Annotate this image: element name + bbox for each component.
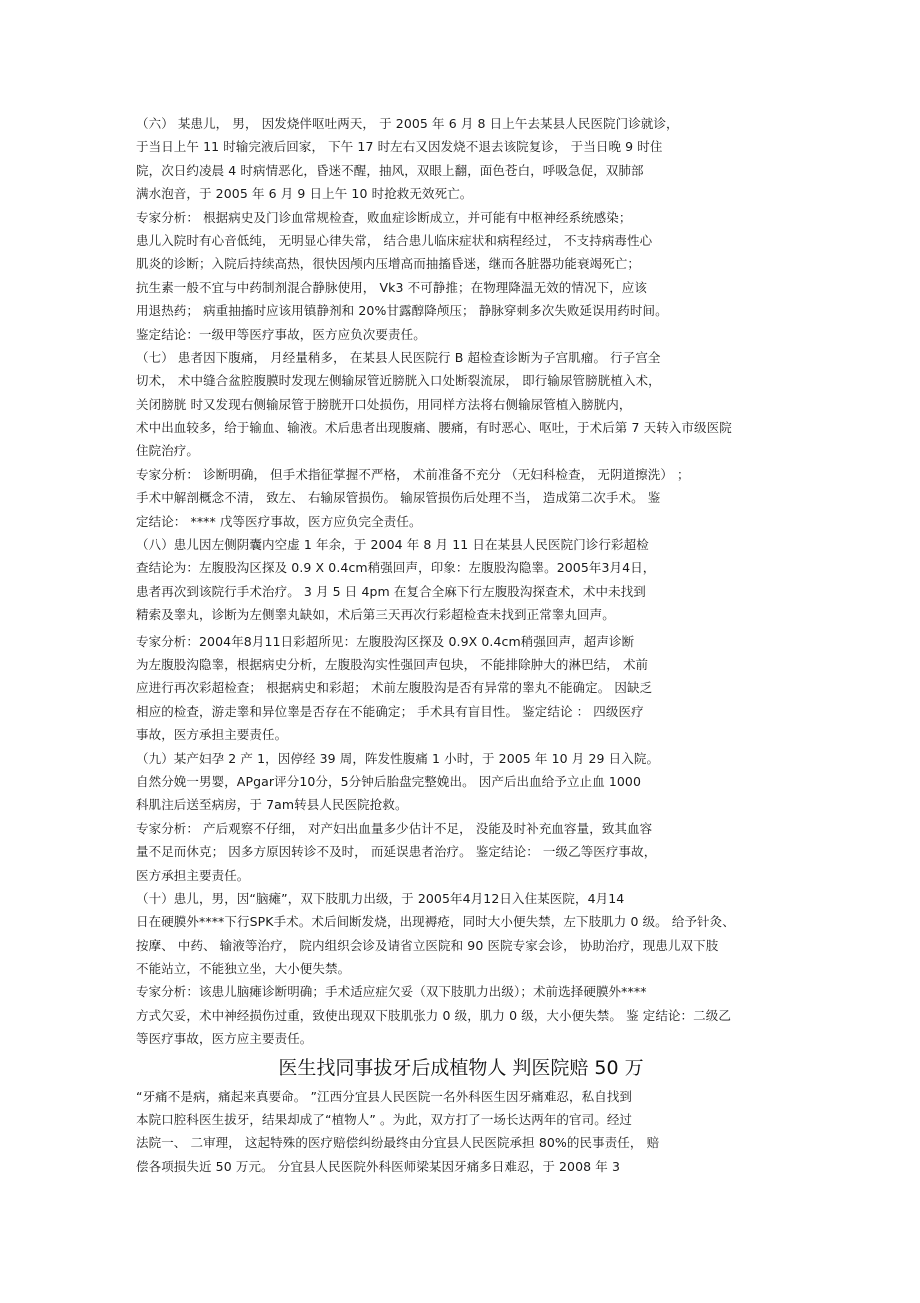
text-line: 术中出血较多，给于输血、输液。术后患者出现腹痛、腰痛，有时恶心、呕吐，于术后第 7 天转入市级医院 <box>136 420 732 436</box>
text-line: 专家分析： 产后观察不仔细， 对产妇出血量多少估计不足， 没能及时补充血容量，致其血容 <box>136 820 653 836</box>
text-line: 应进行再次彩超检查； 根据病史和彩超； 术前左腹股沟是否有异常的睾丸不能确定。 因缺乏 <box>136 680 653 696</box>
text-line: 于当日上午 11 时输完液后回家， 下午 17 时左右又因发烧不退去该院复诊， 于当日晚 9 时住 <box>136 139 663 155</box>
text-line: （六） 某患儿， 男， 因发烧伴呕吐两天， 于 2005 年 6 月 8 日上午去某县人民医院门诊就诊， <box>136 116 679 131</box>
text-line: 满水泡音，于 2005 年 6 月 9 日上午 10 时抢救无效死亡。 <box>136 186 473 202</box>
text-line: 查结论为：左腹股沟区探及 0.9 X 0.4cm稍强回声，印象：左腹股沟隐睾。2005年3月4日， <box>136 560 656 576</box>
text-line: 专家分析：2004年8月11日彩超所见：左腹股沟区探及 0.9X 0.4cm稍强回声，超声诊断 <box>136 633 635 649</box>
text-line: 专家分析： 根据病史及门诊血常规检查，败血症诊断成立，并可能有中枢神经系统感染； <box>136 209 632 225</box>
text-line: 患儿入院时有心音低纯， 无明显心律失常， 结合患儿临床症状和病程经过， 不支持病毒性心 <box>136 232 653 248</box>
article-line: 本院口腔科医生拔牙，结果却成了“植物人” 。为此，双方打了一场长达两年的官司。经过 <box>136 1112 633 1128</box>
document-page <box>136 112 786 1178</box>
text-line: 日在硬膜外****下行SPK手术。术后间断发烧，出现褥疮，同时大小便失禁，左下肢肌力 0 级。 给予针灸、 <box>136 914 735 930</box>
text-line: 为左腹股沟隐睾，根据病史分析，左腹股沟实性强回声包块， 不能排除肿大的淋巴结， 术前 <box>136 656 649 672</box>
text-line: 等医疗事故，医方应主要责任。 <box>136 1031 313 1047</box>
text-line: 专家分析： 诊断明确， 但手术指征掌握不严格， 术前准备不充分 （无妇科检查， 无阴道擦洗） ； <box>136 466 690 482</box>
article-line: 法院一、 二审理， 这起特殊的医疗赔偿纠纷最终由分宜县人民医院承担 80%的民事责任， 赔 <box>136 1135 660 1151</box>
text-line: 抗生素一般不宜与中药制剂混合静脉使用， Vk3 不可静推；在物理降温无效的情况下，应该 <box>136 279 647 295</box>
text-line: （七） 患者因下腹痛， 月经量稍多， 在某县人民医院行 B 超检查诊断为子宫肌瘤。 行子宫全 <box>136 349 661 365</box>
text-line: 手术中解剖概念不清， 致左、 右输尿管损伤。 输尿管损伤后处理不当， 造成第二次手术。 鉴 <box>136 490 661 506</box>
text-line: 住院治疗。 <box>136 443 200 459</box>
text-line: 患者再次到该院行手术治疗。 3 月 5 日 4pm 在复合全麻下行左腹股沟探查术，术中未找到 <box>136 583 646 599</box>
text-line: 精索及睾丸，诊断为左侧睾丸缺如，术后第三天再次行彩超检查未找到正常睾丸回声。 <box>136 607 615 623</box>
text-line: 专家分析：该患儿脑瘫诊断明确；手术适应症欠妥（双下肢肌力出级）；术前选择硬膜外**** <box>136 984 647 1000</box>
text-line: 医方承担主要责任。 <box>136 867 250 883</box>
text-line: （十）患儿，男，因“脑瘫”，双下肢肌力出级，于 2005年4月12日入住某医院，4月14 <box>136 890 625 906</box>
article-line: 偿各项损失近 50 万元。 分宜县人民医院外科医师梁某因牙痛多日难忍，于 2008 年 3 <box>136 1158 621 1174</box>
text-line: 方式欠妥，术中神经损伤过重，致使出现双下肢肌张力 0 级，肌力 0 级，大小便失禁。 鉴 定结论：二级乙 <box>136 1007 731 1023</box>
text-line: 鉴定结论：一级甲等医疗事故，医方应负次要责任。 <box>136 326 426 342</box>
text-line: 切术， 术中缝合盆腔腹膜时发现左侧输尿管近膀胱入口处断裂流尿， 即行输尿管膀胱植入术， <box>136 373 661 389</box>
text-line: 用退热药； 病重抽搐时应该用镇静剂和 20%甘露醇降颅压； 静脉穿刺多次失败延误用药时间。 <box>136 303 668 319</box>
text-line: 自然分娩一男婴，APgar评分10分，5分钟后胎盘完整娩出。 因产后出血给予立止血 1000 <box>136 773 642 789</box>
text-line: 相应的检查，游走睾和异位睾是否存在不能确定； 手术具有盲目性。 鉴定结论 ： 四级医疗 <box>136 703 644 719</box>
text-line: 科肌注后送至病房，于 7am转县人民医院抢救。 <box>136 797 408 813</box>
text-line: （九）某产妇孕 2 产 1，因停经 39 周，阵发性腹痛 1 小时，于 2005 年 10 月 29 日入院。 <box>136 750 660 766</box>
article-title: 医生找同事拔牙后成植物人 判医院赔 50 万 <box>278 1056 644 1079</box>
text-line: 关闭膀胱 时又发现右侧输尿管于膀胱开口处损伤，用同样方法将右侧输尿管植入膀胱内， <box>136 396 632 412</box>
text-line: 不能站立，不能独立坐，大小便失禁。 <box>136 961 351 977</box>
text-line: （八）患儿因左侧阴囊内空虚 1 年余，于 2004 年 8 月 11 日在某县人民医院门诊行彩超检 <box>136 537 649 553</box>
text-line: 院，次日约凌晨 4 时病情恶化，昏迷不醒，抽风，双眼上翻，面色苍白，呼吸急促，双肺部 <box>136 162 644 178</box>
text-line: 量不足而休克； 因多方原因转诊不及时， 而延误患者治疗。 鉴定结论： 一级乙等医疗事故， <box>136 844 657 860</box>
text-line: 肌炎的诊断；入院后持续高热，很快因颅内压增高而抽搐昏迷，继而各脏器功能衰竭死亡； <box>136 256 641 272</box>
article-line: “牙痛不是病，痛起来真要命。 ”江西分宜县人民医院一名外科医生因牙痛难忍，私自找到 <box>136 1088 633 1104</box>
text-line: 事故，医方承担主要责任。 <box>136 727 288 743</box>
text-line: 定结论： **** 戊等医疗事故，医方应负完全责任。 <box>136 513 422 529</box>
text-line: 按摩、 中药、 输液等治疗， 院内组织会诊及请省立医院和 90 医院专家会诊， 协助治疗，现患儿双下肢 <box>136 937 719 953</box>
